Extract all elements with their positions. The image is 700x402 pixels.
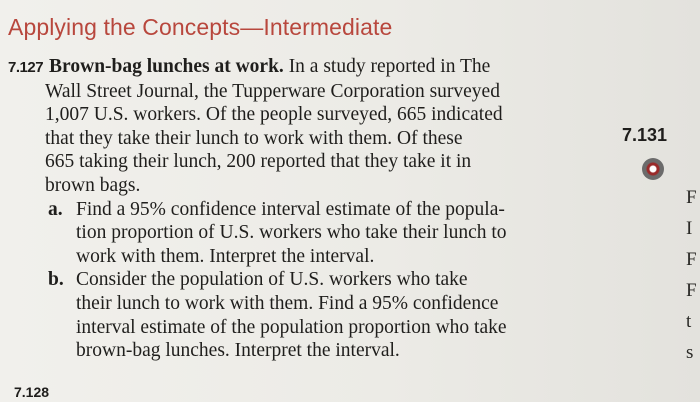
part-a-text: work with them. Interpret the interval.: [76, 245, 375, 267]
right-margin-cut-text: [686, 182, 700, 368]
exercise-text-line: In a study reported in The: [288, 56, 491, 77]
section-heading: Applying the Concepts—Intermediate: [8, 14, 393, 40]
exercise-text-line: that they take their lunch to work with them. Of these: [45, 127, 463, 149]
exercise-number: 7.127: [8, 59, 44, 76]
part-a-text: Find a 95% confidence interval estimate of the popula-: [76, 198, 505, 220]
margin-letter: s: [686, 342, 694, 363]
part-a-label: a.: [48, 198, 63, 220]
margin-letter: F: [686, 249, 697, 270]
part-a-line: [8, 198, 608, 222]
margin-letter: F: [686, 280, 697, 301]
cd-icon: [642, 158, 664, 180]
exercise-7-127: [8, 55, 608, 363]
exercise-text-line: 665 taking their lunch, 200 reported that they take it in: [45, 151, 472, 173]
margin-letter: t: [686, 311, 692, 332]
part-b-text: interval estimate of the population proportion who take: [76, 316, 507, 338]
exercise-text-line: brown bags.: [45, 174, 141, 196]
margin-letter: I: [686, 218, 693, 239]
part-b-text: Consider the population of U.S. workers who take: [76, 269, 468, 291]
part-b-text: brown-bag lunches. Interpret the interval.: [76, 340, 400, 362]
exercise-text-line: Wall Street Journal, the Tupperware Corporation surveyed: [45, 80, 500, 102]
part-b-label: b.: [48, 269, 64, 291]
next-exercise-number-partial: 7.128: [14, 384, 50, 400]
exercise-line-1: [8, 55, 608, 80]
part-b-text: their lunch to work with them. Find a 95% confidence: [76, 292, 499, 314]
margin-letter: F: [686, 187, 697, 208]
exercise-text-line: 1,007 U.S. workers. Of the people surveyed, 665 indicated: [45, 104, 503, 126]
part-a-text: tion proportion of U.S. workers who take their lunch to: [76, 222, 507, 244]
exercise-title: Brown-bag lunches at work.: [49, 56, 284, 77]
next-column-exercise-number: 7.131: [622, 125, 668, 145]
part-b-line: [8, 268, 608, 292]
